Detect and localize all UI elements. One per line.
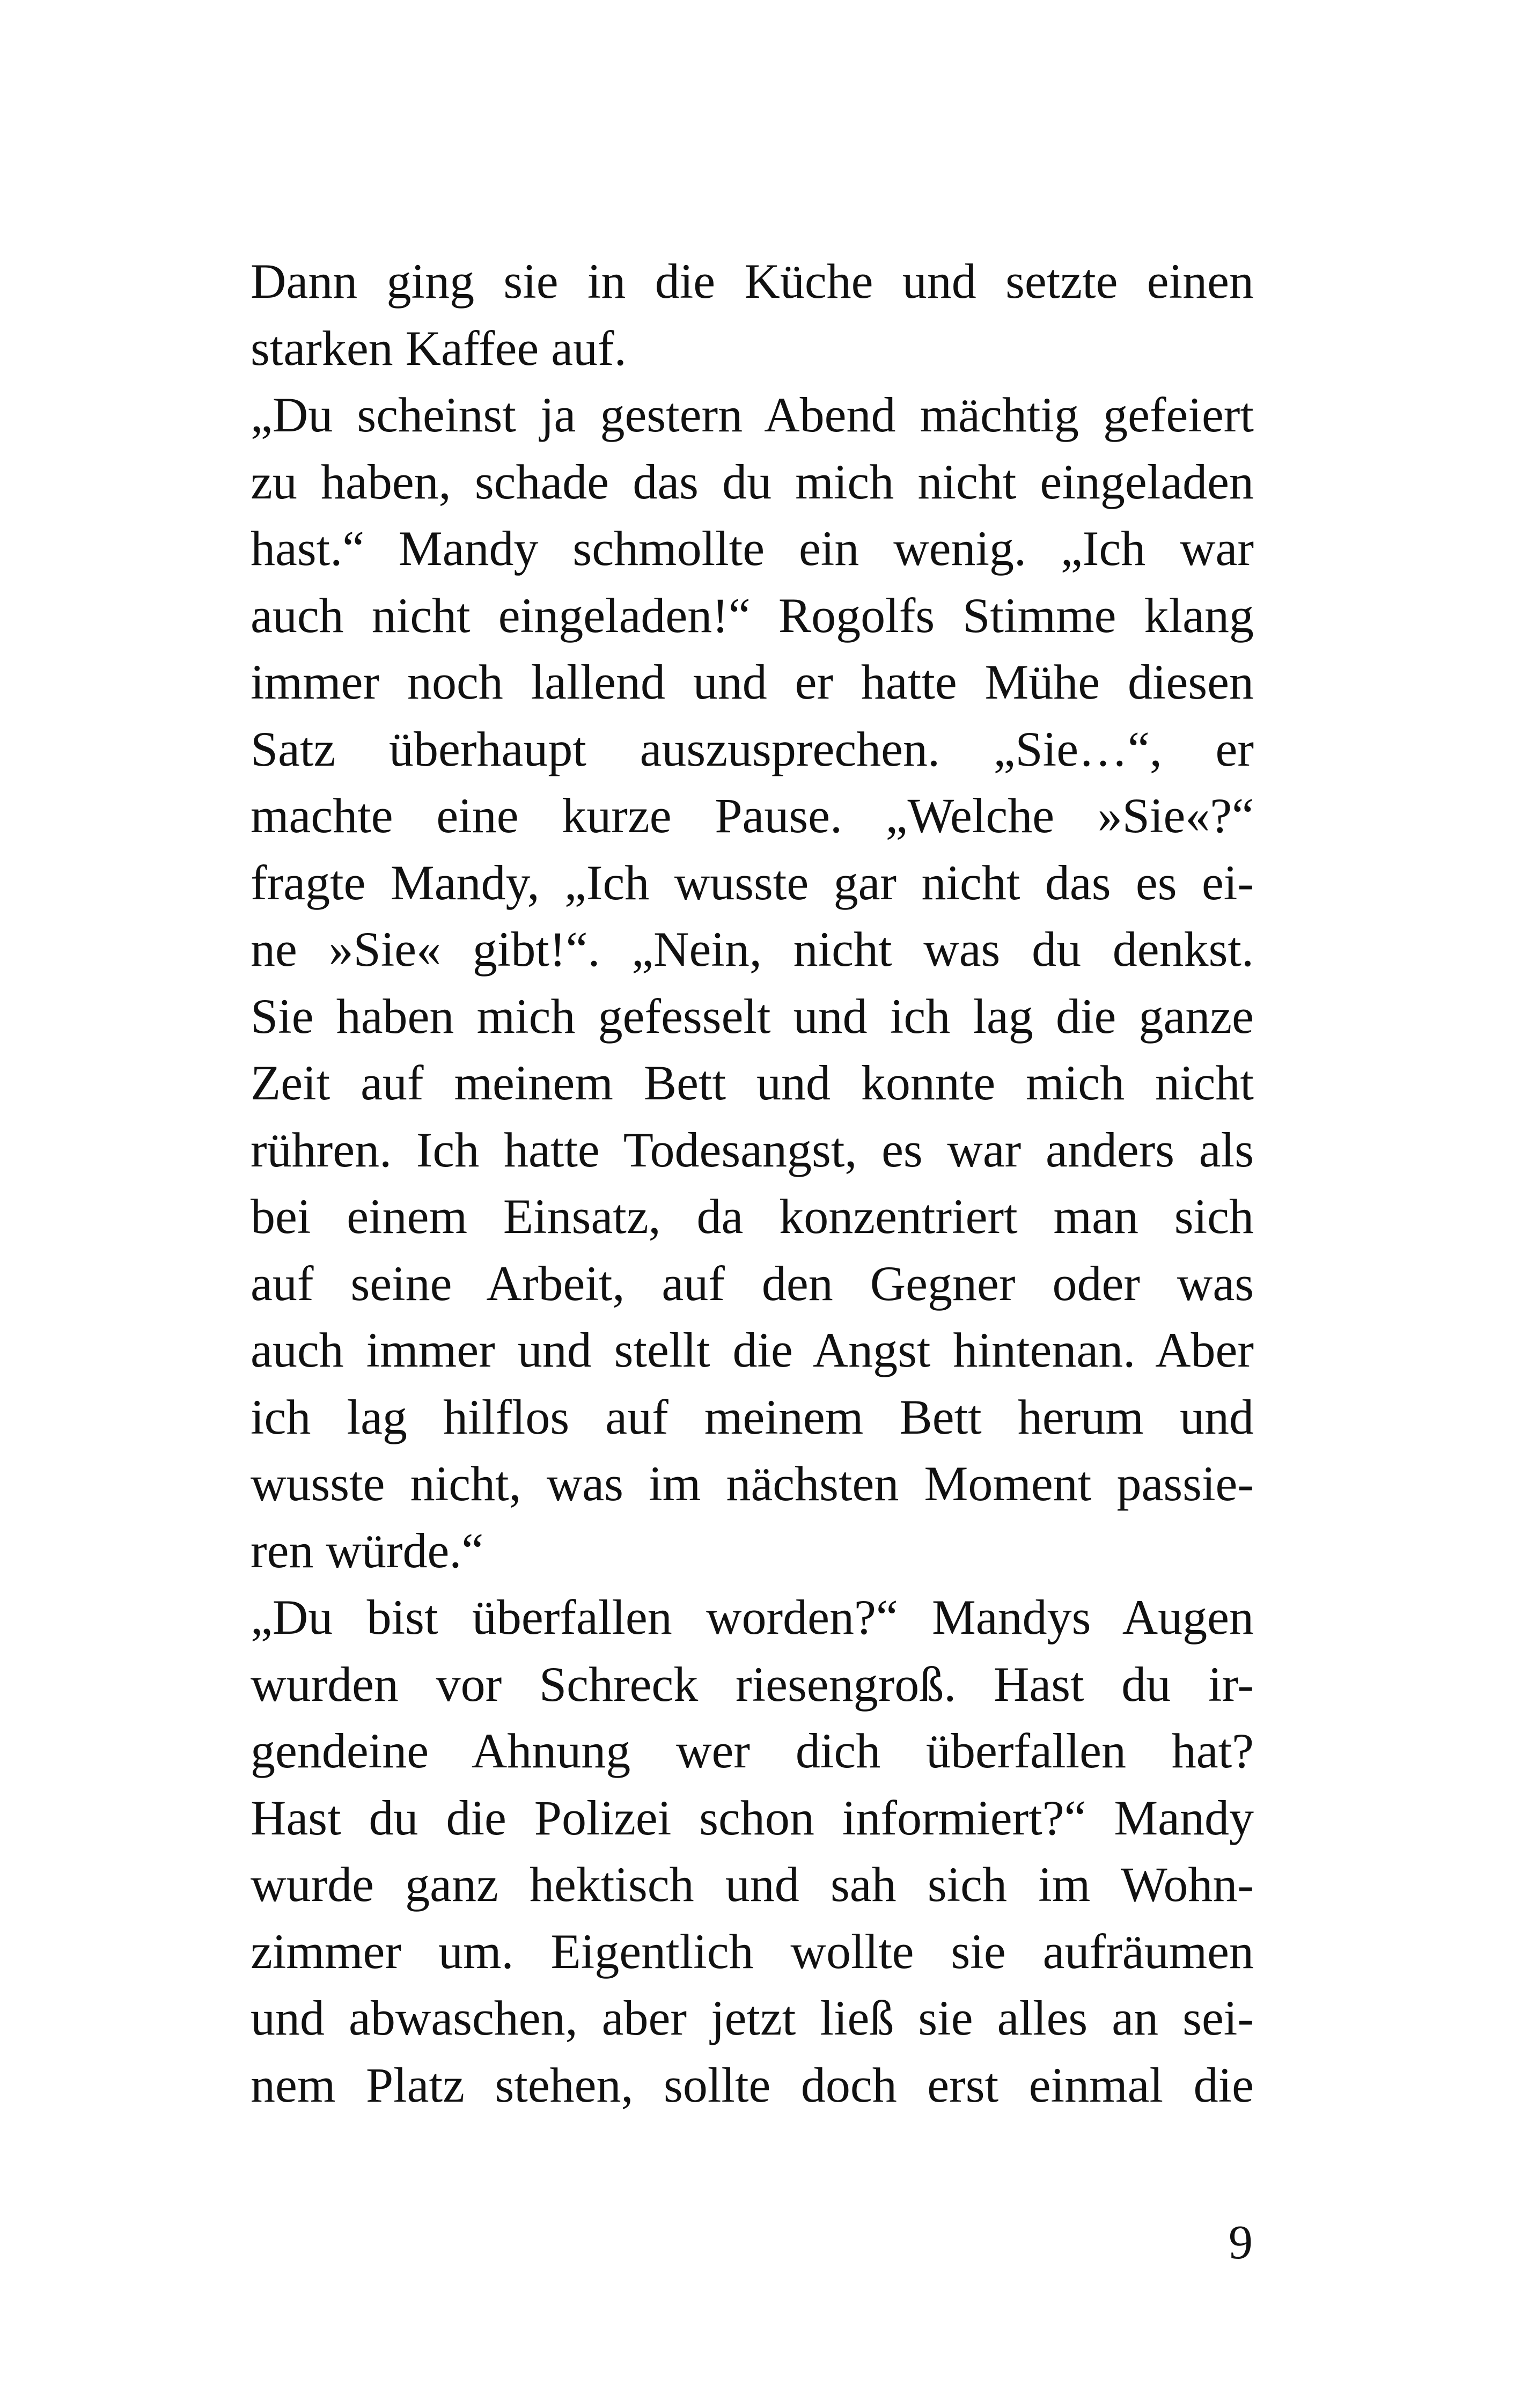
text-line: gendeine Ahnung wer dich überfallen hat? [251,1723,1254,1778]
text-line: zu haben, schade das du mich nicht eingeladen [251,454,1254,509]
text-line: Hast du die Polizei schon informiert?“ Mandy [251,1790,1254,1845]
page-number: 9 [1229,2216,1253,2269]
text-line: Zeit auf meinem Bett und konnte mich nicht [251,1055,1254,1110]
text-line: bei einem Einsatz, da konzentriert man sich [251,1189,1254,1244]
text-line: wurden vor Schreck riesengroß. Hast du ir- [251,1656,1254,1712]
text-line: fragte Mandy, „Ich wusste gar nicht das es ei- [251,855,1254,910]
text-line: auch immer und stellt die Angst hintenan. Aber [251,1323,1254,1377]
text-line: ich lag hilflos auf meinem Bett herum und [251,1389,1254,1444]
text-line: und abwaschen, aber jetzt ließ sie alles an sei- [251,1991,1254,2045]
text-line: immer noch lallend und er hatte Mühe diesen [251,655,1254,709]
text-line: Satz überhaupt auszusprechen. „Sie…“, er [251,721,1254,776]
text-line: nem Platz stehen, sollte doch erst einmal die [251,2057,1254,2112]
text-line: machte eine kurze Pause. „Welche »Sie«?“ [251,788,1254,843]
text-line: ne »Sie« gibt!“. „Nein, nicht was du denkst. [251,922,1254,977]
text-line: wurde ganz hektisch und sah sich im Wohn- [251,1857,1254,1912]
text-line: Sie haben mich gefesselt und ich lag die ganze [251,988,1254,1044]
text-line: „Du bist überfallen worden?“ Mandys Augen [251,1590,1254,1645]
body-text [251,248,1254,2118]
text-line: starken Kaffee auf. [251,320,627,376]
text-line: ren würde.“ [251,1523,484,1578]
text-line: rühren. Ich hatte Todesangst, es war anders als [251,1122,1254,1177]
text-line: auf seine Arbeit, auf den Gegner oder was [251,1256,1254,1311]
text-line: Dann ging sie in die Küche und setzte einen [251,254,1254,309]
text-line: hast.“ Mandy schmollte ein wenig. „Ich war [251,521,1254,576]
text-line: zimmer um. Eigentlich wollte sie aufräumen [251,1924,1254,1979]
text-line: auch nicht eingeladen!“ Rogolfs Stimme klang [251,588,1254,643]
text-line: wusste nicht, was im nächsten Moment passie- [251,1456,1254,1511]
text-line: „Du scheinst ja gestern Abend mächtig gefeiert [251,387,1254,442]
